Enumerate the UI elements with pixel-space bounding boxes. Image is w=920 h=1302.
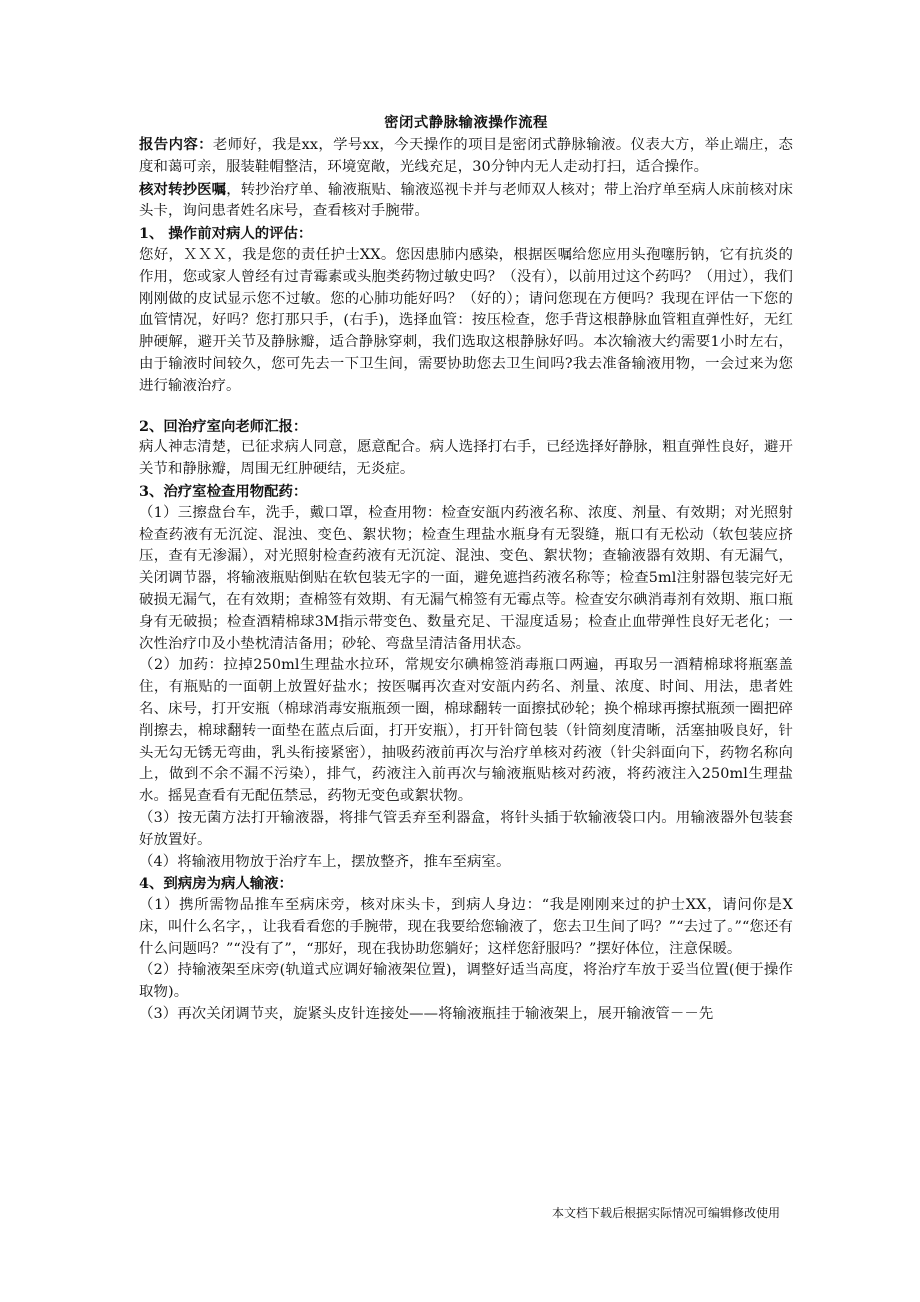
section-4-item-1: （1）携所需物品推车至病床旁，核对床头卡，到病人身边：“我是刚刚来过的护士XX，请问你是X床，叫什么名字，，让我看看您的手腕带，现在我要给您输液了，您去卫生间了吗？”“去过了。”“您还有什么问题吗？”“没有了”，“那好，现在我协助您躺好；这样您舒服吗？”摆好体位，注意保暖。 [139,897,793,957]
verify-paragraph [139,179,793,224]
section-1-text: 您好，ＸＸＸ，我是您的责任护士XX。您因患肺内感染，根据医嘱给您应用头孢噻肟钠，它有抗炎的作用，您或家人曾经有过青霉素或头胞类药物过敏史吗？（没有），以前用过这个药吗？（用过），我们刚刚做的皮试显示您不过敏。您的心肺功能好吗？（好的）；请问您现在方便吗？我现在评估一下您的血管情况，好吗？您打那只手，(右手)，选择血管：按压检查，您手背这根静脉血管粗直弹性好，无红肿硬解，避开关节及静脉瓣，适合静脉穿刺，我们选取这根静脉好吗。本次输液大约需要1小时左右，由于输液时间较久，您可先去一下卫生间，需要协助您去卫生间吗?我去准备输液用物，一会过来为您进行输液治疗。 [139,246,793,394]
verify-text: ，转抄治疗单、输液瓶贴、输液巡视卡并与老师双人核对；带上治疗单至病人床前核对床头卡，询问患者姓名床号，查看核对手腕带。 [139,181,794,220]
section-3-item-2: （2）加药：拉掉250ml生理盐水拉环，常规安尔碘棉签消毒瓶口两遍，再取另一酒精棉球将瓶塞盖住，有瓶贴的一面朝上放置好盐水；按医嘱再次查对安瓿内药名、剂量、浓度、时间、用法，患者姓名、床号，打开安瓶（棉球消毒安瓶瓶颈一圈，棉球翻转一面擦拭砂轮；换个棉球再擦拭瓶颈一圈把碎削擦去，棉球翻转一面垫在蓝点后面，打开安瓶），打开针筒包装（针筒刻度清晰，活塞抽吸良好，针头无勾无锈无弯曲，乳头衔接紧密），抽吸药液前再次与治疗单核对药液（针尖斜面向下，药物名称向上，做到不余不漏不污染），排气，药液注入前再次与输液瓶贴核对药液，将药液注入250ml生理盐水。摇晃查看有无配伍禁忌，药物无变色或絮状物。 [139,657,793,805]
section-2-heading: 2、回治疗室向老师汇报： [139,417,308,435]
section-3-item-1: （1）三擦盘台车，洗手，戴口罩，检查用物：检查安瓿内药液名称、浓度、剂量、有效期；对光照射检查药液有无沉淀、混浊、变色、絮状物；检查生理盐水瓶身有无裂缝，瓶口有无松动（软包装应挤压，查有无渗漏），对光照射检查药液有无沉淀、混浊、变色、絮状物；查输液器有效期、有无漏气，关闭调节器，将输液瓶贴倒贴在软包装无字的一面，避免遮挡药液名称等；检查5ml注射器包装完好无破损无漏气，在有效期；查棉签有效期、有无漏气棉签有无霉点等。检查安尔碘消毒剂有效期、瓶口瓶身有无破损；检查酒精棉球3M指示带变色、数量充足、干湿度适易；检查止血带弹性良好无老化；一次性治疗巾及小垫枕清洁备用；砂轮、弯盘呈清洁备用状态。 [139,504,793,652]
document-body [139,112,793,1026]
section-1-heading: 1、 操作前对病人的评估： [139,225,313,243]
footer-note: 本文档下载后根据实际情况可编辑修改使用 [551,1206,780,1220]
section-3-item-4: （4）将输液用物放于治疗车上，摆放整齐，推车至病室。 [139,853,511,870]
section-4-heading: 4、到病房为病人输液： [139,875,293,893]
report-text: 老师好，我是xx，学号xx，今天操作的项目是密闭式静脉输液。仪表大方，举止端庄，态度和蔼可亲，服装鞋帽整洁，环境宽敞，光线充足，30分钟内无人走动打扫，适合操作。 [139,137,793,175]
section-3-heading: 3、治疗室检查用物配药： [139,482,308,500]
section-4-item-2: （2）持输液架至床旁(轨道式应调好输液架位置)，调整好适当高度，将治疗车放于妥当位置(便于操作取物)。 [139,962,793,1001]
document-title: 密闭式静脉输液操作流程 [384,114,548,131]
section-2-text: 病人神志清楚，已征求病人同意，愿意配合。病人选择打右手，已经选择好静脉，粗直弹性良好，避开关节和静脉瓣，周围无红肿硬结，无炎症。 [139,439,793,478]
section-3-item-3: （3）按无菌方法打开输液器，将排气管丢弃至利器盒，将针头插于软输液袋口内。用输液器外包装套好放置好。 [139,809,793,848]
report-label: 报告内容： [139,136,213,153]
verify-label: 核对转抄医嘱 [139,180,227,198]
paragraph-gap [139,398,793,416]
section-4-item-3: （3）再次关闭调节夹，旋紧头皮针连接处——将输液瓶挂于输液架上，展开输液管－－先 [139,1006,714,1023]
report-paragraph [139,134,793,179]
